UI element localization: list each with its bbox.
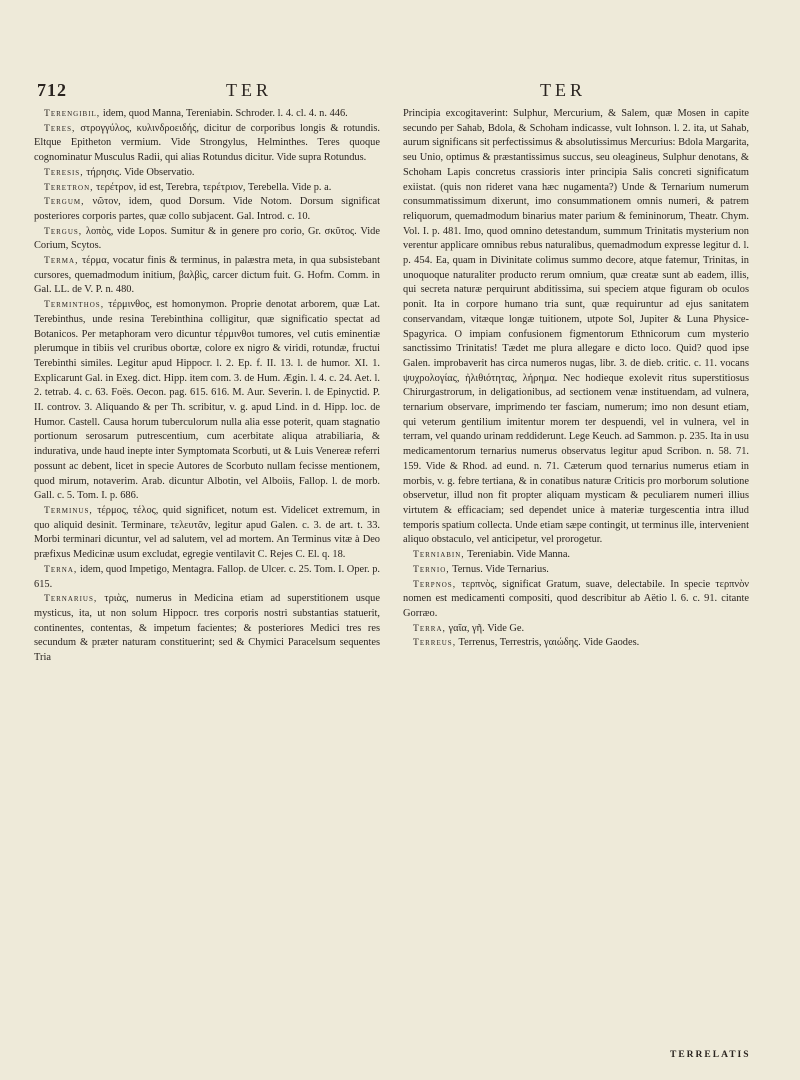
entry-text: τερέτρον, id est, Terebra, τερέτριον, Terebella. Vide p. a. [96,181,332,193]
entry-terma [34,254,380,298]
entry-headword: Terreus, [413,637,457,649]
entry-text: idem, quod Manna, Tereniabin. Schroder. l. 4. cl. 4. n. 446. [102,108,348,119]
entry-text: τέρμος, τέλος, quid significet, notum est. Videlicet extremum, in quo aliquid desinit. Terminare, τελευτᾶν, legitur apud Galen. c. 3. de art. t. 33. Morbi terminari dicuntur, vel ad salutem, vel ad mortem. An Terminus vitæ à Deo præfixus Medicinæ usum excludat, egregie ventilavit C. Rejes C. El. q. 18. [34,504,380,561]
entry-tergum [34,195,380,224]
entry-text: στρογγύλος, κυλινδροειδής, dicitur de corporibus longis & rotundis. Eltque Epitheton vermium. Vide Strongylus, Helminthes. Teres quoque cognominatur Musculus Radii, qui alias Rotundus dicitur. Vide supra Rotundus. [34,122,380,164]
entry-headword: Terna, [44,563,78,575]
entry-terra [403,622,749,637]
entry-ternarius [34,592,380,666]
entry-headword: Terminthos, [44,299,105,311]
entry-text: τριὰς, numerus in Medicina etiam ad superstitionem usque mysticus, ita, ut non solum Hippocr. tres corporis nostri substantias statuerit, continentes, contentas, & impetum facientes; & posteriores Medici tres res secundum & præter naturam constituerint; sed & Chymici Paracelsum sequentes Tria [34,593,380,664]
entry-terpnos [403,578,749,622]
catchword: TERRELATIS [670,1050,751,1060]
entry-headword: Terniabin, [413,549,465,561]
entry-ternarius-continued [403,107,749,548]
entry-headword: Teres, [44,122,76,134]
entry-terna [34,563,380,592]
entry-headword: Tergus, [44,225,83,237]
right-column [403,107,749,651]
entry-tergus [34,225,380,254]
entry-headword: Terma, [44,255,79,267]
entry-text: Principia excogitaverint: Sulphur, Mercurium, & Salem, quæ Mosen in capite secundo per Sahab, Bdola, & Schoham indicasse, vult Iohnson. l. 2. ita, ut Sahab, aurum significans sit perfectissimus & absolutissimus Mercurius: Bdola Margarita, seu Unio, optimus & præstantissimus succus, seu oleagineus, Sulphur denotans, & Schoham Lapis concretus crassioris inter principia Salis concreti significatum exiistat. (quis non rideret vana hæc nugamenta?) Unde & Ternarium numerum consummatissimum dixerunt, imo consummationem omnis numeri, & patrem reliquorum, quemadmodum binarius mater parium & femininorum, Theatr. Chym. Vol. I. p. 481. Imo, quod omnino detestandum, summum Trinitatis mysterium non verentur applicare omnibus rebus naturalibus, quemadmodum expresse legitur d. l. p. 454. Ea, quam in Divinitate colimus summo decore, atque fatemur, Trinitas, in unoquoque naturaliter producto rerum omnium, quæ creatæ sunt ab eadem, illis, qui secreta naturæ perquirunt abditissima, sui speciem atque figuram ob oculos ponit. Ita in corpore humano tria sunt, quæ requiruntur ad ejus sanitatem conservandam, vitæque longæ tuitionem, utpote Sol, Jupiter & Luna Physice-Spagyrica. O impiam confusionem figmentorum Ethnicorum cum mysterio sanctissimo Trinitatis! Tædet me plura allegare e dicto loco. Quid? quod ipse Galen. improbaverit has circa numeros nugas, libr. 3. de dieb. critic. c. 11. vocans ψυχρολογίας, ἠλιθιότητας, λήρημα. Nec hodieque exolevit ritus superstitiosus Chirurgastrorum, in deligationibus, ad sectionem venæ instituendam, ad vulnera, ternarium observare, imprimendo ter fasciam, numerum; imo non desunt etiam, qui veterum gentilium imitentur morem ter despuendi, vel in vulnera, vel in terram, vel quando urinam reddiderunt. Lege Keuch. ad Sammon. p. 235. Ita in usu medicamentorum ternarius numerus observatus legitur apud Scribon. n. 58. 71. 159. Vide & Rhod. ad eund. n. 71. Cæterum quod ternarius numerus etiam in morbis, v. g. febre tertiana, & in conatibus naturæ Criticis pro morborum solutione observetur, illud non fit propter aliquam mysticam & peculiarem numeri illius virtutem & efficaciam; sed dependet unice à materiæ turgescentia intra illud temporis spatium collecta. Unde etiam sæpe contingit, ut terminus ille, intervenient aliquo obstaculo, vel anticipetur, vel prorogetur. [403,108,749,546]
entry-text: γαῖα, γῆ. Vide Ge. [448,622,525,634]
entry-ternio [403,563,749,578]
entry-terreus [403,636,749,651]
entry-text: τέρμινθος, est homonymon. Proprie denotat arborem, quæ Lat. Terebinthus, unde resina Terebinthina colligitur, quæ significatio spectat ad Botanicos. Per metaphoram vero dicuntur τέρμινθοι tumores, vel cutis eminentiæ plerumque in tibiis vel cruribus obortæ, colore ex nigro & viridi, rotundæ, fructui Terebinthi similes. Legitur apud Hippocr. l. 2. Ep. f. II. 13. l. de humor. XI. 1. Explicarunt Gal. in Exeg. dict. Hipp. item com. 3. de Hum. Ægin. l. 4. c. 24. Aet. l. 2. tetrab. 4. c. 63. Foës. Oecon. pag. 615. 616. M. Aur. Severin. l. de Epinyctid. P. II. controv. 3. Aliquando & per Th. scribitur, v. g. apud Lind. in d. Hipp. loc. de Humor. Castell. Causa horum tuberculorum nulla alia esse poterit, quam stagnatio portionum serosarum putrescentium, cum acerbitate aliqua atrabiliaria, & indurativa, unde haud inepte inter Symptomata Scorbuti, ut & Luis Venereæ referri possunt ac debent, licet in specie Autores de Scorbuto nullam fecisse mentionem, quod mirum, notaverim. Arab. dicuntur Albotin, vel Alboiis, Fallop. l. de morb. Gall. c. 5. Tom. I. p. 686. [34,299,380,502]
entry-headword: Terpnos, [413,578,457,590]
entry-text: Tereniabin. Vide Manna. [467,549,571,561]
entry-text: τερπνὸς, significat Gratum, suave, delectabile. In specie τερπνὸν nomen est medicamenti compositi, quod describitur ab Aëtio l. 6. c. 91. citante Gorræo. [403,578,749,619]
running-head-right: TER [540,80,586,100]
entry-text: λοπὸς, vide Lopos. Sumitur & in genere pro corio, Gr. σκῦτος. Vide Corium, Scytos. [34,225,380,252]
entry-text: idem, quod Impetigo, Mentagra. Fallop. de Ulcer. c. 25. Tom. I. Oper. p. 615. [34,563,380,590]
entry-headword: Ternarius, [44,593,98,605]
entry-teresis [34,166,380,181]
entry-terminthos [34,298,380,504]
entry-headword: Teresis, [44,166,84,178]
entry-text: τέρμα, vocatur finis & terminus, in palæstra meta, in qua subsistebant cursores, quemadmodum initium, βαλβὶς, carcer dictum fuit. G. Hofm. Comm. in Gal. LL. de V. P. n. 480. [34,255,380,296]
page-number: 712 [37,80,67,100]
entry-headword: Tergum, [44,196,85,208]
running-head-left: TER [226,80,272,100]
entry-terniabin [403,548,749,563]
entry-teres [34,122,380,166]
entry-headword: Teretron, [44,181,94,193]
entry-text: τήρησις. Vide Observatio. [86,166,195,178]
entry-teretron [34,181,380,196]
entry-headword: Terra, [413,622,446,634]
entry-terengibil [34,107,380,122]
entry-text: Terrenus, Terrestris, γαιώδης. Vide Gaodes. [458,637,640,649]
entry-headword: Terminus, [44,504,93,516]
left-column [34,107,380,666]
entry-headword: Terengibil, [44,108,101,119]
entry-text: νῶτον, idem, quod Dorsum. Vide Notom. Dorsum significat posteriores corporis partes, quæ collo subjacent. Gal. Introd. c. 10. [34,196,380,222]
entry-terminus [34,504,380,563]
entry-text: Ternus. Vide Ternarius. [452,563,549,575]
entry-headword: Ternio, [413,563,450,575]
